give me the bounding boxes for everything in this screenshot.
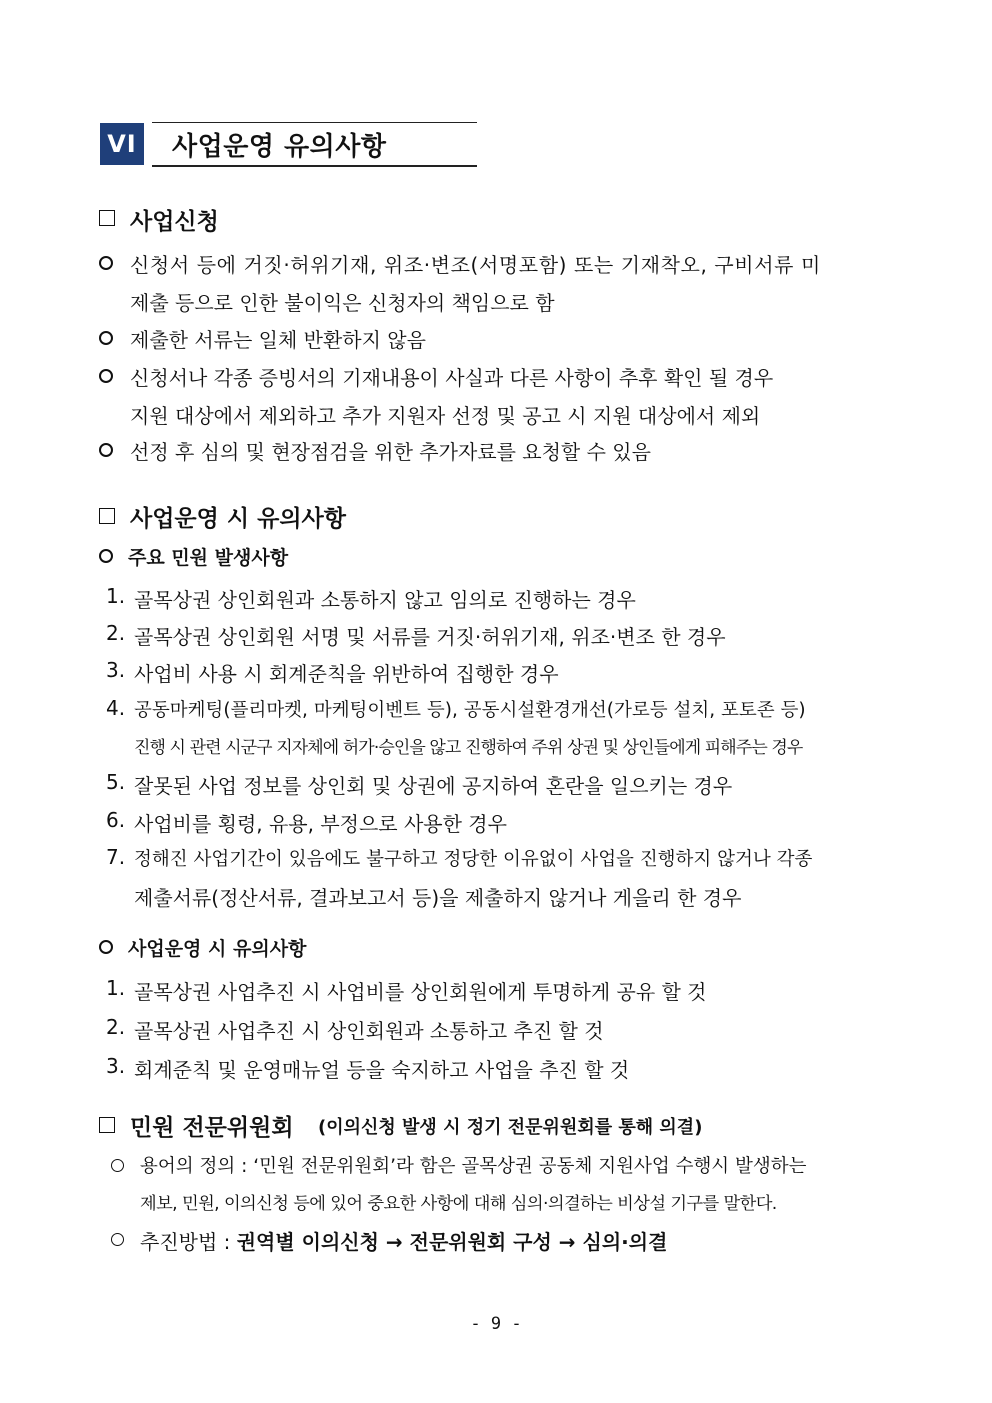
complaint-4-number: 4. <box>106 696 126 720</box>
section-square-icon <box>99 210 115 226</box>
committee-procedure-flow: 권역별 이의신청 → 전문위원회 구성 → 심의·의결 <box>236 1230 668 1254</box>
application-item-1-line-2: 제출 등으로 인한 불이익은 신청자의 책임으로 함 <box>130 291 555 315</box>
complaint-4-text-line-2: 진행 시 관련 시군구 지자체에 허가·승인을 않고 진행하여 주위 상권 및 상인들에게 피해주는 경우 <box>134 738 803 758</box>
complaints-subtitle: 주요 민원 발생사항 <box>128 547 289 569</box>
application-item-1-line-1: 신청서 등에 거짓·허위기재, 위조·변조(서명포함) 또는 기재착오, 구비서류 미 <box>130 253 821 277</box>
committee-procedure <box>140 1226 667 1255</box>
complaint-2-text: 골목상권 상인회원 서명 및 서류를 거짓·허위기재, 위조·변조 한 경우 <box>134 625 726 649</box>
caution-2-number: 2. <box>106 1015 126 1039</box>
section-title-committee: 민원 전문위원회 <box>130 1115 294 1141</box>
complaint-2-number: 2. <box>106 621 126 645</box>
circle-bullet-icon <box>99 369 113 383</box>
complaint-3-text: 사업비 사용 시 회계준칙을 위반하여 집행한 경우 <box>134 662 559 686</box>
complaint-1-number: 1. <box>106 584 126 608</box>
caution-1-text: 골목상권 사업추진 시 사업비를 상인회원에게 투명하게 공유 할 것 <box>134 980 707 1004</box>
complaint-1-text: 골목상권 상인회원과 소통하지 않고 임의로 진행하는 경우 <box>134 588 636 612</box>
caution-3-number: 3. <box>106 1054 126 1078</box>
complaint-7-number: 7. <box>106 845 126 869</box>
complaint-5-text: 잘못된 사업 정보를 상인회 및 상권에 공지하여 혼란을 일으키는 경우 <box>134 774 733 798</box>
application-item-3-line-1: 신청서나 각종 증빙서의 기재내용이 사실과 다른 사항이 추후 확인 될 경우 <box>130 366 774 390</box>
committee-procedure-label: 추진방법 : <box>140 1230 237 1254</box>
chapter-title: 사업운영 유의사항 <box>172 132 387 162</box>
section-square-icon <box>99 508 115 524</box>
complaint-3-number: 3. <box>106 658 126 682</box>
complaint-4-text-line-1: 공동마케팅(플리마켓, 마케팅이벤트 등), 공동시설환경개선(가로등 설치, 포토존 등) <box>134 700 806 721</box>
circle-bullet-icon <box>111 1159 124 1172</box>
caution-2-text: 골목상권 사업추진 시 상인회원과 소통하고 추진 할 것 <box>134 1019 604 1043</box>
complaint-7-text-line-2: 제출서류(정산서류, 결과보고서 등)을 제출하지 않거나 게을리 한 경우 <box>134 886 742 910</box>
caution-1-number: 1. <box>106 976 126 1000</box>
committee-definition-line-2: 제보, 민원, 이의신청 등에 있어 중요한 사항에 대해 심의·의결하는 비상설 기구를 말한다. <box>140 1194 777 1214</box>
circle-bullet-icon <box>99 940 113 954</box>
circle-bullet-icon <box>99 549 113 563</box>
committee-definition-line-1: 용어의 정의 : ‘민원 전문위원회’라 함은 골목상권 공동체 지원사업 수행시 발생하는 <box>140 1156 807 1177</box>
caution-3-text: 회계준칙 및 운영매뉴얼 등을 숙지하고 사업을 추진 할 것 <box>134 1058 630 1082</box>
complaint-6-number: 6. <box>106 808 126 832</box>
application-item-3-line-2: 지원 대상에서 제외하고 추가 지원자 선정 및 공고 시 지원 대상에서 제외 <box>130 404 761 428</box>
chapter-number-badge: VI <box>100 123 144 165</box>
committee-note: (이의신청 발생 시 정기 전문위원회를 통해 의결) <box>318 1117 703 1138</box>
circle-bullet-icon <box>99 331 113 345</box>
section-title-operation: 사업운영 시 유의사항 <box>130 506 346 532</box>
circle-bullet-icon <box>99 443 113 457</box>
circle-bullet-icon <box>99 256 113 270</box>
cautions-subtitle: 사업운영 시 유의사항 <box>128 938 307 960</box>
section-square-icon <box>99 1117 115 1133</box>
application-item-4: 선정 후 심의 및 현장점검을 위한 추가자료를 요청할 수 있음 <box>130 440 651 464</box>
application-item-2: 제출한 서류는 일체 반환하지 않음 <box>130 328 426 352</box>
complaint-6-text: 사업비를 횡령, 유용, 부정으로 사용한 경우 <box>134 812 507 836</box>
circle-bullet-icon <box>111 1233 124 1246</box>
page-number: - 9 - <box>470 1314 522 1334</box>
section-title-application: 사업신청 <box>130 209 219 235</box>
complaint-7-text-line-1: 정해진 사업기간이 있음에도 불구하고 정당한 이유없이 사업을 진행하지 않거나 각종 <box>134 849 813 870</box>
complaint-5-number: 5. <box>106 770 126 794</box>
